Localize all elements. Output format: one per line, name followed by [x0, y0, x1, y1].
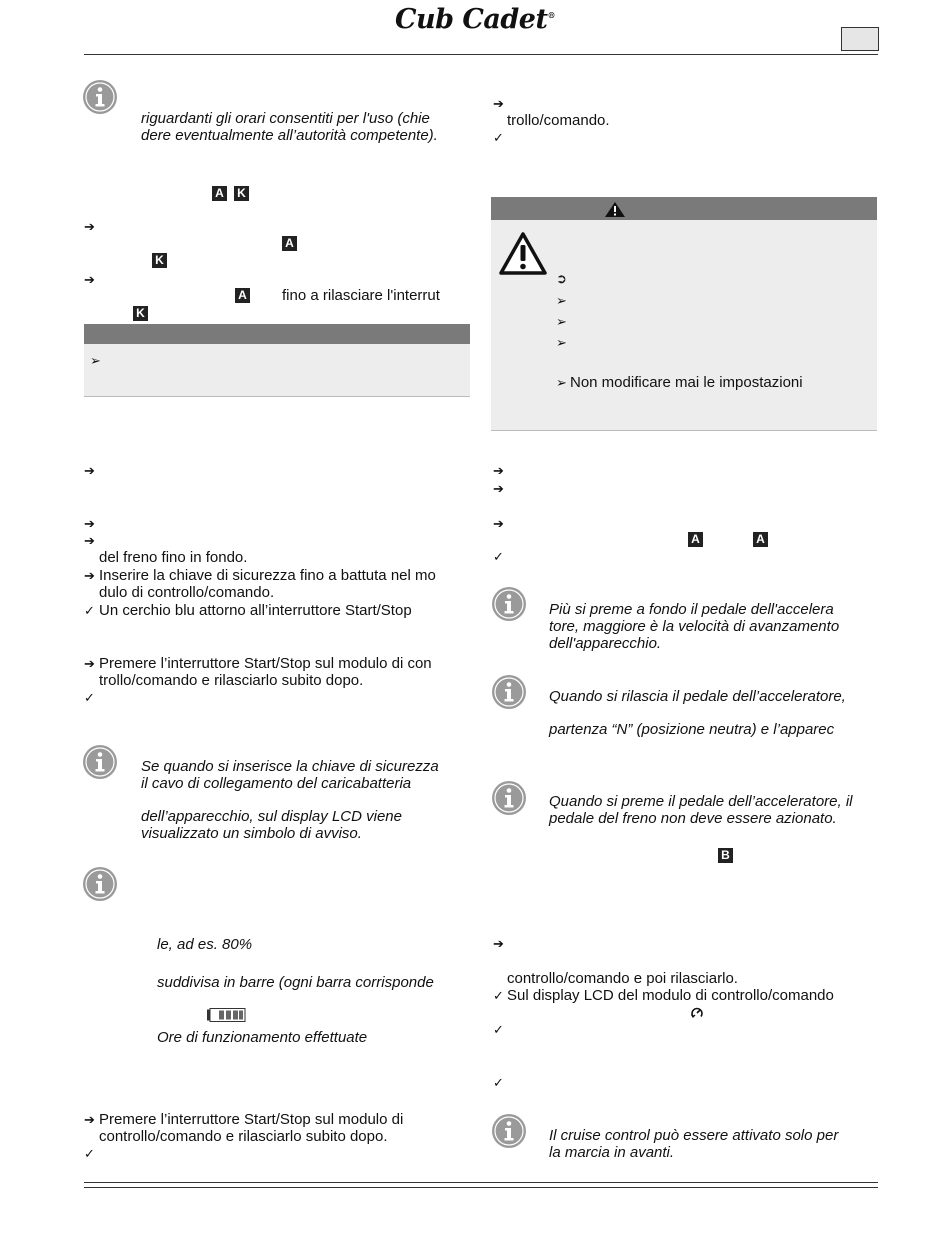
step-arrow: ➔	[493, 936, 504, 951]
info-note-r3-line-2: pedale del freno non deve essere azionato.	[549, 810, 837, 827]
info-note-r1-line-3: dell'apparecchio.	[549, 635, 662, 652]
step-arrow: ➔	[493, 481, 504, 496]
warning-small-icon	[604, 201, 626, 218]
step-text: trollo/comando.	[507, 112, 610, 129]
info-note-r1-line-2: tore, maggiore è la velocità di avanzamento	[549, 618, 840, 635]
bullet-symbol: ➢	[556, 293, 567, 308]
check-mark: ✓	[493, 549, 504, 564]
warning-triangle-icon	[498, 231, 548, 276]
step-arrow: ➔	[84, 219, 95, 234]
cruise-control-icon	[690, 1006, 704, 1020]
check-mark: ✓	[84, 603, 95, 618]
check-mark: ✓	[84, 1146, 95, 1161]
header-rule	[84, 54, 878, 55]
info-note-1-line-1: riguardanti gli orari consentiti per l'uso (chie	[141, 110, 430, 127]
note-panel	[84, 344, 470, 397]
bullet-symbol: ➢	[556, 335, 567, 350]
figure-ref-k: K	[133, 306, 148, 321]
battery-icon	[206, 1008, 246, 1022]
step-arrow: ➔	[84, 463, 95, 478]
step-arrow: ➔	[493, 463, 504, 478]
info-note-3-line-3: Ore di funzionamento effettuate	[157, 1029, 368, 1046]
figure-ref-a: A	[753, 532, 768, 547]
info-note-2-line-3: dell’apparecchio, sul display LCD viene	[141, 808, 402, 825]
check-mark: ✓	[84, 690, 95, 705]
result-text: Un cerchio blu attorno all’interruttore Start/Stop	[99, 602, 412, 619]
figure-ref-a: A	[212, 186, 227, 201]
bullet-symbol: ➢	[90, 353, 101, 368]
info-icon	[82, 79, 118, 115]
step-text: dulo di controllo/comando.	[99, 584, 275, 601]
check-mark: ✓	[493, 1075, 504, 1090]
step-text: Premere l’interruttore Start/Stop sul modulo di	[99, 1111, 404, 1128]
info-note-r2-line-1: Quando si rilascia il pedale dell’acceleratore,	[549, 688, 846, 705]
info-note-r4-line-1: Il cruise control può essere attivato solo per	[549, 1127, 839, 1144]
step-arrow: ➔	[84, 1112, 95, 1127]
step-arrow: ➔	[84, 656, 95, 671]
figure-ref-k: K	[234, 186, 249, 201]
figure-ref-a: A	[235, 288, 250, 303]
brand-logo: Cub Cadet®	[395, 4, 555, 35]
step-arrow: ➔	[493, 96, 504, 111]
info-note-r4-line-2: la marcia in avanti.	[549, 1144, 675, 1161]
circle-arrow-symbol: ➲	[556, 271, 567, 286]
step-text: controllo/comando e poi rilasciarlo.	[507, 970, 738, 987]
step-text: del freno fino in fondo.	[99, 549, 248, 566]
step-arrow: ➔	[493, 516, 504, 531]
info-icon	[82, 866, 118, 902]
result-text: Sul display LCD del modulo di controllo/comando	[507, 987, 834, 1004]
footer-rule	[84, 1182, 878, 1183]
info-note-r2-line-2: partenza “N” (posizione neutra) e l’apparec	[549, 721, 835, 738]
warning-header-bar	[491, 197, 877, 220]
info-icon	[491, 1113, 527, 1149]
info-note-2-line-1: Se quando si inserisce la chiave di sicurezza	[141, 758, 439, 775]
step-text: trollo/comando e rilasciarlo subito dopo.	[99, 672, 364, 689]
info-icon	[491, 780, 527, 816]
info-note-3-line-1: le, ad es. 80%	[157, 936, 253, 953]
figure-ref-a: A	[688, 532, 703, 547]
check-mark: ✓	[493, 130, 504, 145]
step-arrow: ➔	[84, 568, 95, 583]
info-note-1-line-2: dere eventualmente all’autorità competente).	[141, 127, 438, 144]
step-arrow: ➔	[84, 533, 95, 548]
info-note-r3-line-1: Quando si preme il pedale dell’acceleratore, il	[549, 793, 853, 810]
warning-item-text: Non modificare mai le impostazioni	[570, 374, 803, 391]
figure-ref-a: A	[282, 236, 297, 251]
info-icon	[491, 674, 527, 710]
info-note-2-line-2: il cavo di collegamento del caricabatteria	[141, 775, 412, 792]
bullet-symbol: ➢	[556, 314, 567, 329]
info-icon	[491, 586, 527, 622]
page-number-box	[841, 27, 879, 51]
footer-rule	[84, 1187, 878, 1188]
note-header-bar	[84, 324, 470, 344]
warning-panel	[491, 220, 877, 431]
step-text: Inserire la chiave di sicurezza fino a battuta nel mo	[99, 567, 436, 584]
bullet-symbol: ➢	[556, 375, 567, 390]
figure-ref-k: K	[152, 253, 167, 268]
step-text: Premere l’interruttore Start/Stop sul modulo di con	[99, 655, 432, 672]
figure-ref-b: B	[718, 848, 733, 863]
info-note-3-line-2: suddivisa in barre (ogni barra corrisponde	[157, 974, 434, 991]
info-note-r1-line-1: Più si preme a fondo il pedale dell'accelera	[549, 601, 834, 618]
check-mark: ✓	[493, 1022, 504, 1037]
step-text: controllo/comando e rilasciarlo subito dopo.	[99, 1128, 388, 1145]
info-note-2-line-4: visualizzato un simbolo di avviso.	[141, 825, 362, 842]
check-mark: ✓	[493, 988, 504, 1003]
step-arrow: ➔	[84, 272, 95, 287]
step-text: fino a rilasciare l'interrut	[282, 287, 440, 304]
step-arrow: ➔	[84, 516, 95, 531]
info-icon	[82, 744, 118, 780]
